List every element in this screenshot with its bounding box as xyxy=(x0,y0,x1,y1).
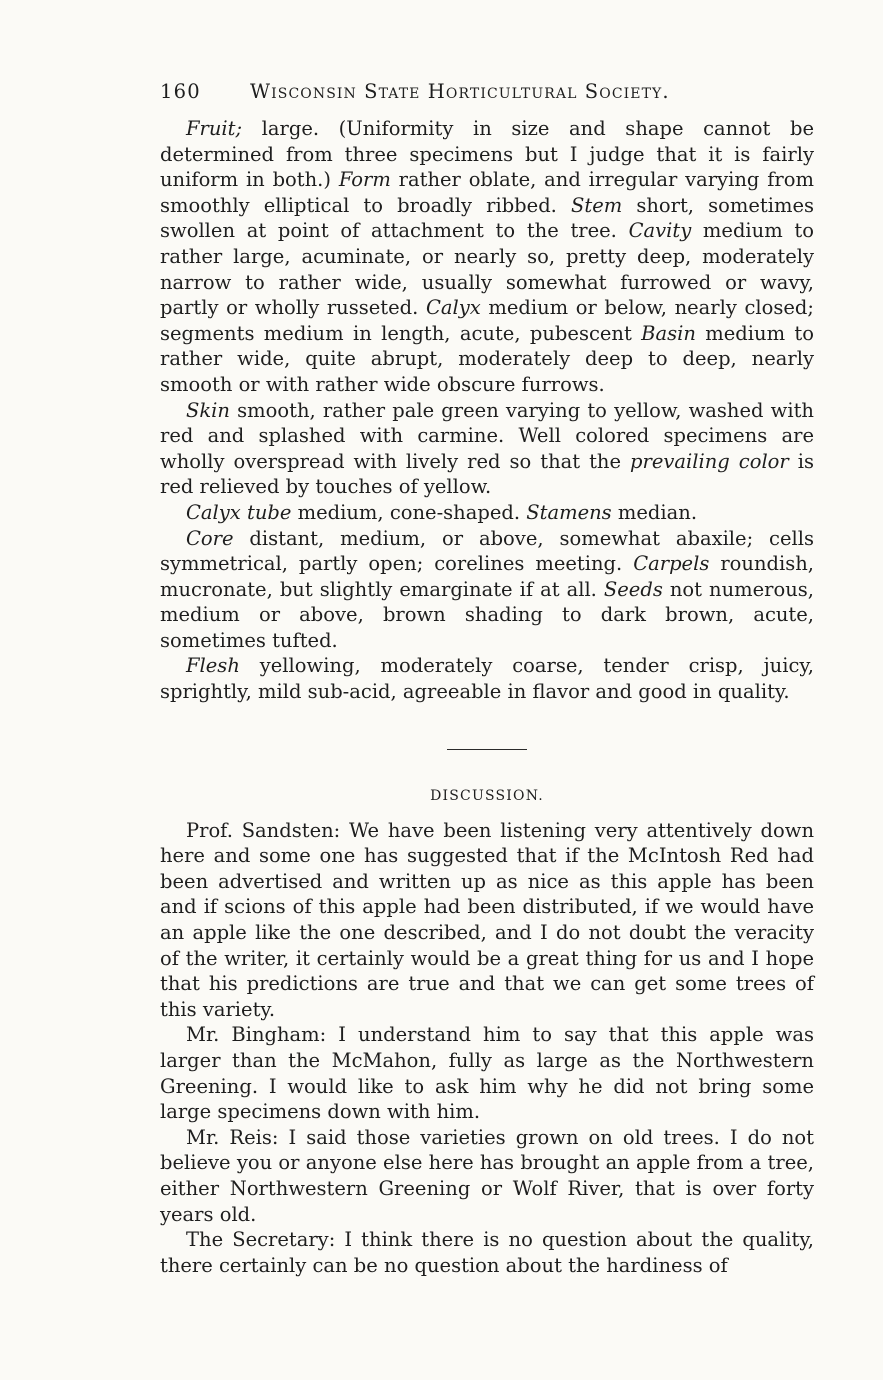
seeds-text: not numerous, medium or above, brown shading to dark brown, acute, sometimes tufted. xyxy=(160,577,814,652)
cavity-label: Cavity xyxy=(628,219,692,243)
speaker-name: The Secretary: xyxy=(186,1228,336,1252)
core-label: Core xyxy=(186,526,234,550)
running-header xyxy=(160,80,814,116)
prevailing-color-label: prevailing color xyxy=(630,449,789,473)
discussion-paragraph xyxy=(160,818,814,1023)
skin-label: Skin xyxy=(186,398,230,422)
speech-text: I understand him to say that this apple was larger than the McMahon, fully as large as the Northwestern Greening. I would like to ask him why he did not bring some large specimens down with him. xyxy=(160,1023,814,1124)
stem-text: short, sometimes swollen at point of attachment to the tree. xyxy=(160,193,815,243)
core-text: distant, medium, or above, somewhat abaxile; cells symmetrical, partly open; corelines meeting. xyxy=(160,526,814,576)
section-divider xyxy=(447,749,527,750)
skin-text: smooth, rather pale green varying to yellow, washed with red and splashed with carmine. Well colored specimens are wholly overspread with lively red so that the xyxy=(160,398,814,473)
book-page xyxy=(160,80,814,1310)
flesh-paragraph xyxy=(160,653,814,704)
fruit-label: Fruit; xyxy=(186,117,243,140)
fruit-text: large. (Uniformity in size and shape cannot be determined from three specimens but I judge that it is fairly uniform in both.) xyxy=(160,117,814,192)
fruit-paragraph xyxy=(160,116,814,398)
carpels-label: Carpels xyxy=(633,552,710,576)
speech-text: We have been listening very attentively down here and some one has suggested that if the McIntosh Red had been advertised and written up as nice as this apple has been and if scions of this apple had been distributed, if we would have an apple like the one described, and I do not doubt the veracity of the writer, it certainly would be a great thing for us and I hope that his predictions are true and that we can get some trees of this variety. xyxy=(160,818,815,1021)
form-label: Form xyxy=(338,168,391,192)
seeds-label: Seeds xyxy=(603,577,663,601)
speech-text: I think there is no question about the quality, there certainly can be no question about the hardiness of xyxy=(160,1228,814,1277)
basin-label: Basin xyxy=(641,321,696,345)
speech-text: I said those varieties grown on old trees. I do not believe you or anyone else here has brought an apple from a tree, either Northwestern Greening or Wolf River, that is over forty years old. xyxy=(160,1125,814,1226)
page-number: 160 xyxy=(160,80,201,103)
discussion-paragraph xyxy=(160,1227,814,1278)
form-text: rather oblate, and irregular varying from smoothly elliptical to broadly ribbed. xyxy=(160,168,814,217)
discussion-paragraph xyxy=(160,1125,814,1227)
core-paragraph xyxy=(160,526,814,654)
speaker-name: Mr. Bingham: xyxy=(186,1023,327,1047)
calyx-text: medium or below, nearly closed; segments medium in length, acute, pubescent xyxy=(160,296,814,345)
flesh-label: Flesh xyxy=(186,654,240,678)
speaker-name: Prof. Sandsten: xyxy=(186,818,341,842)
cavity-text: medium to rather large, acuminate, or nearly so, pretty deep, moderately narrow to rather wide, usually somewhat furrowed or wavy, partly or wholly russeted. xyxy=(160,219,814,320)
calyx-label: Calyx xyxy=(425,296,481,320)
discussion-heading: DISCUSSION. xyxy=(430,787,544,804)
calyx-tube-text: medium, cone-shaped. xyxy=(291,500,527,524)
running-title: Wisconsin State Horticultural Society. xyxy=(250,80,670,103)
skin-tail: is red relieved by touches of yellow. xyxy=(160,449,814,499)
discussion-paragraph xyxy=(160,1022,814,1124)
calyx-tube-paragraph xyxy=(160,500,814,526)
basin-text: medium to rather wide, quite abrupt, moderately deep to deep, nearly smooth or with rather wide obscure furrows. xyxy=(160,321,814,396)
flesh-text: yellowing, moderately coarse, tender crisp, juicy, sprightly, mild sub-acid, agreeable in flavor and good in quality. xyxy=(160,654,814,704)
carpels-text: roundish, mucronate, but slightly emarginate if at all. xyxy=(160,552,814,601)
stamens-text: median. xyxy=(611,500,698,524)
stem-label: Stem xyxy=(571,193,623,217)
speaker-name: Mr. Reis: xyxy=(186,1125,279,1149)
skin-paragraph xyxy=(160,398,814,500)
stamens-label: Stamens xyxy=(526,500,612,524)
calyx-tube-label: Calyx tube xyxy=(186,500,292,524)
